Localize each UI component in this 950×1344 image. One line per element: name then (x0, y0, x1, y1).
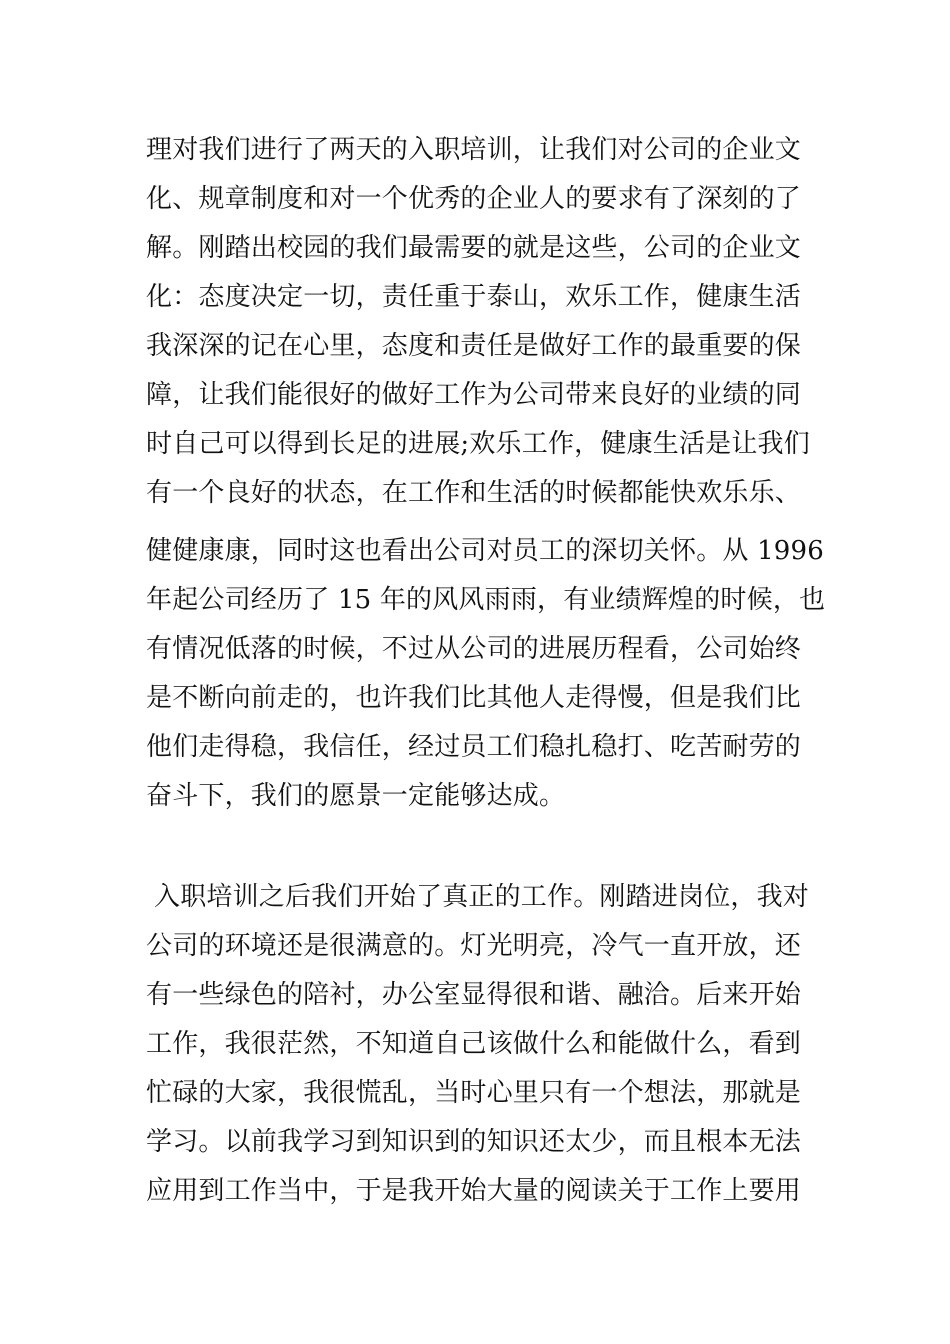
text-line: 障，让我们能很好的做好工作为公司带来良好的业绩的同 (146, 380, 802, 410)
text-line: 公司的环境还是很满意的。灯光明亮，冷气一直开放，还 (146, 931, 802, 961)
text-line: 入职培训之后我们开始了真正的工作。刚踏进岗位，我对 (154, 882, 810, 912)
text-line: 化：态度决定一切，责任重于泰山，欢乐工作，健康生活 (146, 282, 802, 312)
text-line: 理对我们进行了两天的入职培训，让我们对公司的企业文 (146, 135, 802, 165)
text-line: 解。刚踏出校园的我们最需要的就是这些，公司的企业文 (146, 233, 802, 263)
text-line: 有一个良好的状态，在工作和生活的时候都能快欢乐乐、 (146, 478, 802, 508)
text-line: 化、规章制度和对一个优秀的企业人的要求有了深刻的了 (146, 184, 802, 214)
text-line: 有一些绿色的陪衬，办公室显得很和谐、融洽。后来开始 (146, 980, 802, 1010)
text-line: 应用到工作当中，于是我开始大量的阅读关于工作上要用 (146, 1176, 802, 1206)
text-line: 有情况低落的时候，不过从公司的进展历程看，公司始终 (146, 634, 802, 664)
text-line: 我深深的记在心里，态度和责任是做好工作的最重要的保 (146, 331, 802, 361)
text-line: 是不断向前走的，也许我们比其他人走得慢，但是我们比 (146, 683, 802, 713)
text-line: 奋斗下，我们的愿景一定能够达成。 (146, 781, 566, 811)
text-line: 忙碌的大家，我很慌乱，当时心里只有一个想法，那就是 (146, 1078, 802, 1108)
text-line: 时自己可以得到长足的进展;欢乐工作，健康生活是让我们 (146, 429, 810, 459)
text-line: 他们走得稳，我信任，经过员工们稳扎稳打、吃苦耐劳的 (146, 732, 802, 762)
text-line: 工作，我很茫然，不知道自己该做什么和能做什么，看到 (146, 1029, 802, 1059)
text-line: 健健康康，同时这也看出公司对员工的深切关怀。从 1996 (146, 536, 825, 566)
text-line: 年起公司经历了 15 年的风风雨雨，有业绩辉煌的时候，也 (146, 585, 826, 615)
text-line: 学习。以前我学习到知识到的知识还太少，而且根本无法 (146, 1127, 802, 1157)
